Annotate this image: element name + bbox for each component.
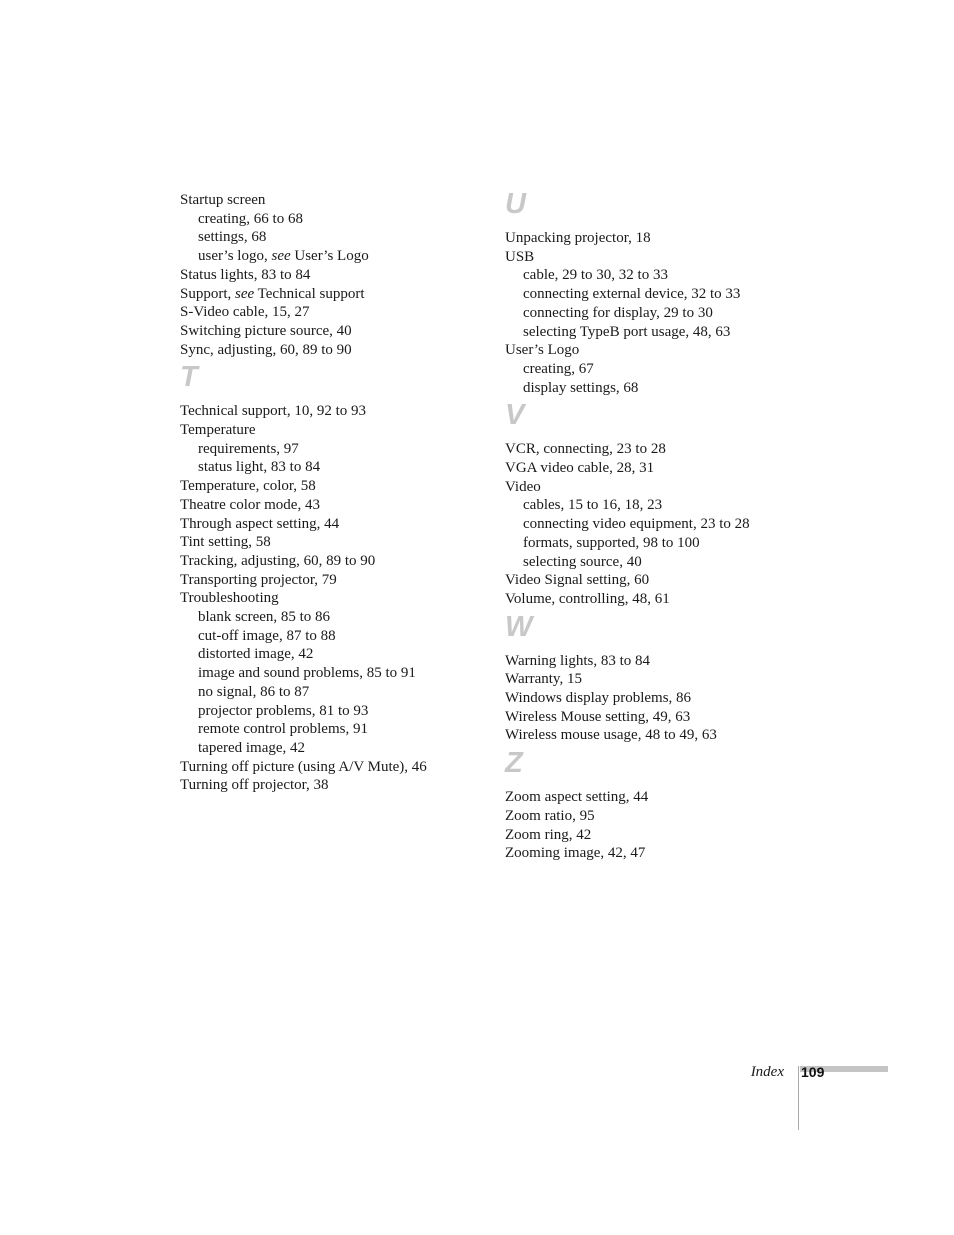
entry-text: Warranty, 15 [505, 671, 582, 688]
entry-text: projector problems, 81 to 93 [198, 702, 369, 719]
entry-text: Temperature, color, 58 [180, 478, 316, 495]
entry-text: Zoom aspect setting, 44 [505, 789, 649, 806]
entry-text: connecting external device, 32 to 33 [523, 286, 741, 303]
index-entry [180, 285, 480, 304]
index-entry [180, 571, 480, 590]
index-entry [180, 341, 480, 360]
entry-text: Temperature [180, 422, 256, 439]
entry-text: Volume, controlling, 48, 61 [505, 590, 670, 607]
index-entry [180, 266, 480, 285]
index-entry [505, 478, 805, 497]
index-letter-heading: W [505, 610, 533, 643]
index-entry [505, 689, 805, 708]
index-entry [505, 652, 805, 671]
index-entry [505, 788, 805, 807]
index-subentry [505, 496, 805, 515]
index-subentry [180, 228, 480, 247]
index-letter-heading: V [505, 399, 525, 432]
index-subentry [180, 247, 480, 266]
entry-text: blank screen, 85 to 86 [198, 609, 331, 626]
entry-text: cable, 29 to 30, 32 to 33 [523, 267, 668, 284]
entry-text: S-Video cable, 15, 27 [180, 304, 310, 321]
cross-reference-word: see [271, 248, 291, 265]
index-entry [505, 440, 805, 459]
index-subentry [505, 534, 805, 553]
index-entry [505, 670, 805, 689]
entry-text: no signal, 86 to 87 [198, 683, 310, 700]
entry-text: cut-off image, 87 to 88 [198, 627, 336, 644]
index-entry [180, 322, 480, 341]
index-subentry [180, 210, 480, 229]
index-letter-heading: Z [505, 747, 523, 780]
entry-text: Startup screen [180, 192, 266, 208]
index-subentry [180, 440, 480, 459]
index-subentry [180, 458, 480, 477]
index-entry [180, 191, 480, 210]
entry-text: creating, 67 [523, 360, 594, 377]
entry-text: Wireless mouse usage, 48 to 49, 63 [505, 727, 717, 744]
entry-text: Zooming image, 42, 47 [505, 845, 646, 862]
entry-text: Technical support [254, 285, 365, 302]
entry-text: USB [505, 248, 535, 265]
index-entry [180, 589, 480, 608]
index-entry [505, 341, 805, 360]
entry-text: display settings, 68 [523, 379, 639, 396]
index-subentry [505, 515, 805, 534]
page-number: 109 [801, 1064, 825, 1080]
entry-text: Wireless Mouse setting, 49, 63 [505, 708, 691, 725]
index-subentry [180, 645, 480, 664]
index-letter-heading: T [180, 361, 198, 394]
index-subentry [180, 702, 480, 721]
index-subentry [180, 739, 480, 758]
entry-text: formats, supported, 98 to 100 [523, 534, 700, 551]
entry-text: image and sound problems, 85 to 91 [198, 665, 416, 682]
entry-text: status light, 83 to 84 [198, 459, 321, 476]
index-entry [180, 402, 480, 421]
index-letter-heading: U [505, 188, 526, 220]
index-subentry [505, 266, 805, 285]
entry-text: Theatre color mode, 43 [180, 496, 320, 513]
index-entry [505, 459, 805, 478]
entry-text: Video Signal setting, 60 [505, 572, 650, 589]
entry-text: Windows display problems, 86 [505, 690, 692, 707]
index-entry [505, 590, 805, 609]
index-entry [180, 477, 480, 496]
entry-text: Tracking, adjusting, 60, 89 to 90 [180, 552, 376, 569]
index-entry [505, 826, 805, 845]
index-entry [180, 533, 480, 552]
index-entry [180, 776, 480, 795]
entry-text: Video [505, 478, 541, 495]
index-entry [505, 807, 805, 826]
index-column-left [180, 191, 480, 795]
entry-text: Switching picture source, 40 [180, 322, 352, 339]
entry-text: Turning off picture (using A/V Mute), 46 [180, 758, 427, 775]
index-entry [505, 229, 805, 248]
index-subentry [180, 683, 480, 702]
entry-text: tapered image, 42 [198, 739, 306, 756]
index-subentry [505, 304, 805, 323]
index-entry [505, 726, 805, 745]
footer-section-label: Index [750, 1064, 784, 1080]
entry-text: creating, 66 to 68 [198, 210, 303, 227]
entry-text: Warning lights, 83 to 84 [505, 652, 651, 669]
entry-text: distorted image, 42 [198, 646, 314, 663]
index-entry [180, 496, 480, 515]
index-subentry [505, 553, 805, 572]
entry-text: connecting for display, 29 to 30 [523, 304, 713, 321]
entry-text: Status lights, 83 to 84 [180, 266, 311, 283]
entry-text: Zoom ratio, 95 [505, 807, 595, 824]
index-entry [180, 421, 480, 440]
entry-text: VCR, connecting, 23 to 28 [505, 441, 666, 458]
entry-text: settings, 68 [198, 229, 267, 246]
entry-text: Zoom ring, 42 [505, 826, 592, 843]
entry-text: Through aspect setting, 44 [180, 515, 340, 532]
footer-rule [798, 1066, 799, 1130]
cross-reference-word: see [235, 285, 255, 302]
index-entry [180, 552, 480, 571]
entry-text: Turning off projector, 38 [180, 777, 329, 794]
index-subentry [180, 608, 480, 627]
index-entry [505, 844, 805, 863]
entry-text: user’s logo, [198, 248, 272, 265]
entry-text: VGA video cable, 28, 31 [505, 460, 655, 477]
index-entry [180, 758, 480, 777]
index-subentry [180, 720, 480, 739]
index-subentry [505, 323, 805, 342]
entry-text: cables, 15 to 16, 18, 23 [523, 497, 663, 514]
index-subentry [505, 379, 805, 398]
index-subentry [505, 285, 805, 304]
index-subentry [180, 627, 480, 646]
entry-text: Tint setting, 58 [180, 534, 271, 551]
index-column-right [505, 188, 805, 863]
entry-text: Troubleshooting [180, 590, 279, 607]
entry-text: Support, [180, 285, 236, 302]
entry-text: connecting video equipment, 23 to 28 [523, 516, 750, 533]
entry-text: selecting TypeB port usage, 48, 63 [523, 323, 731, 340]
entry-text: Unpacking projector, 18 [505, 230, 651, 246]
entry-text: Sync, adjusting, 60, 89 to 90 [180, 341, 352, 358]
entry-text: selecting source, 40 [523, 553, 642, 570]
index-subentry [180, 664, 480, 683]
entry-text: Transporting projector, 79 [180, 571, 337, 588]
entry-text: requirements, 97 [198, 440, 299, 457]
index-subentry [505, 360, 805, 379]
entry-text: User’s Logo [505, 342, 580, 359]
entry-text: User’s Logo [290, 248, 369, 265]
index-entry [505, 708, 805, 727]
index-entry [180, 303, 480, 322]
index-entry [180, 515, 480, 534]
index-entry [505, 248, 805, 267]
entry-text: Technical support, 10, 92 to 93 [180, 403, 366, 420]
index-entry [505, 571, 805, 590]
entry-text: remote control problems, 91 [198, 721, 368, 738]
